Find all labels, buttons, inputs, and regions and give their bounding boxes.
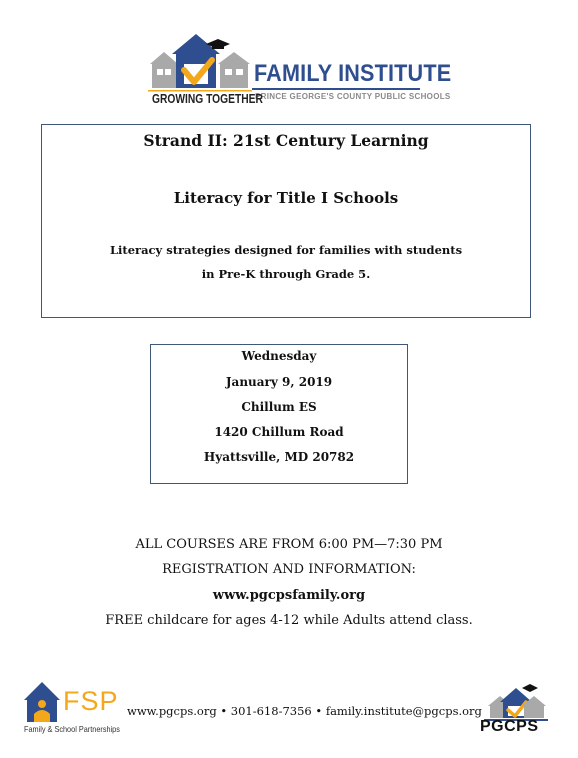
strand-title: Strand II: 21st Century Learning	[143, 131, 429, 150]
brand-tagline: GROWING TOGETHER	[152, 92, 263, 106]
website-link[interactable]: www.pgcpsfamily.org	[212, 588, 366, 603]
event-day: Wednesday	[241, 349, 317, 363]
brand-subtitle: PRINCE GEORGE'S COUNTY PUBLIC SCHOOLS	[255, 92, 451, 101]
course-title: Literacy for Title I Schools	[173, 189, 399, 207]
event-school: Chillum ES	[241, 400, 317, 414]
brand-title: FAMILY INSTITUTE	[254, 60, 452, 87]
fsp-subtitle: Family & School Partnerships	[24, 724, 120, 734]
pgcps-logo-text: PGCPS	[480, 718, 539, 735]
course-description-line: in Pre-K through Grade 5.	[201, 267, 371, 281]
childcare-note: FREE childcare for ages 4-12 while Adults attend class.	[105, 613, 473, 628]
registration-heading: REGISTRATION AND INFORMATION:	[162, 562, 416, 577]
strand-info-box	[41, 124, 531, 318]
event-date: January 9, 2019	[225, 375, 333, 389]
event-details-box	[150, 344, 408, 484]
course-description-line: Literacy strategies designed for families with students	[109, 243, 463, 257]
footer-contact: www.pgcps.org • 301-618-7356 • family.institute@pgcps.org	[127, 704, 482, 718]
fsp-logo-text: FSP	[63, 686, 119, 716]
event-street: 1420 Chillum Road	[214, 425, 344, 439]
event-city: Hyattsville, MD 20782	[203, 450, 355, 464]
courses-time: ALL COURSES ARE FROM 6:00 PM—7:30 PM	[135, 537, 443, 552]
